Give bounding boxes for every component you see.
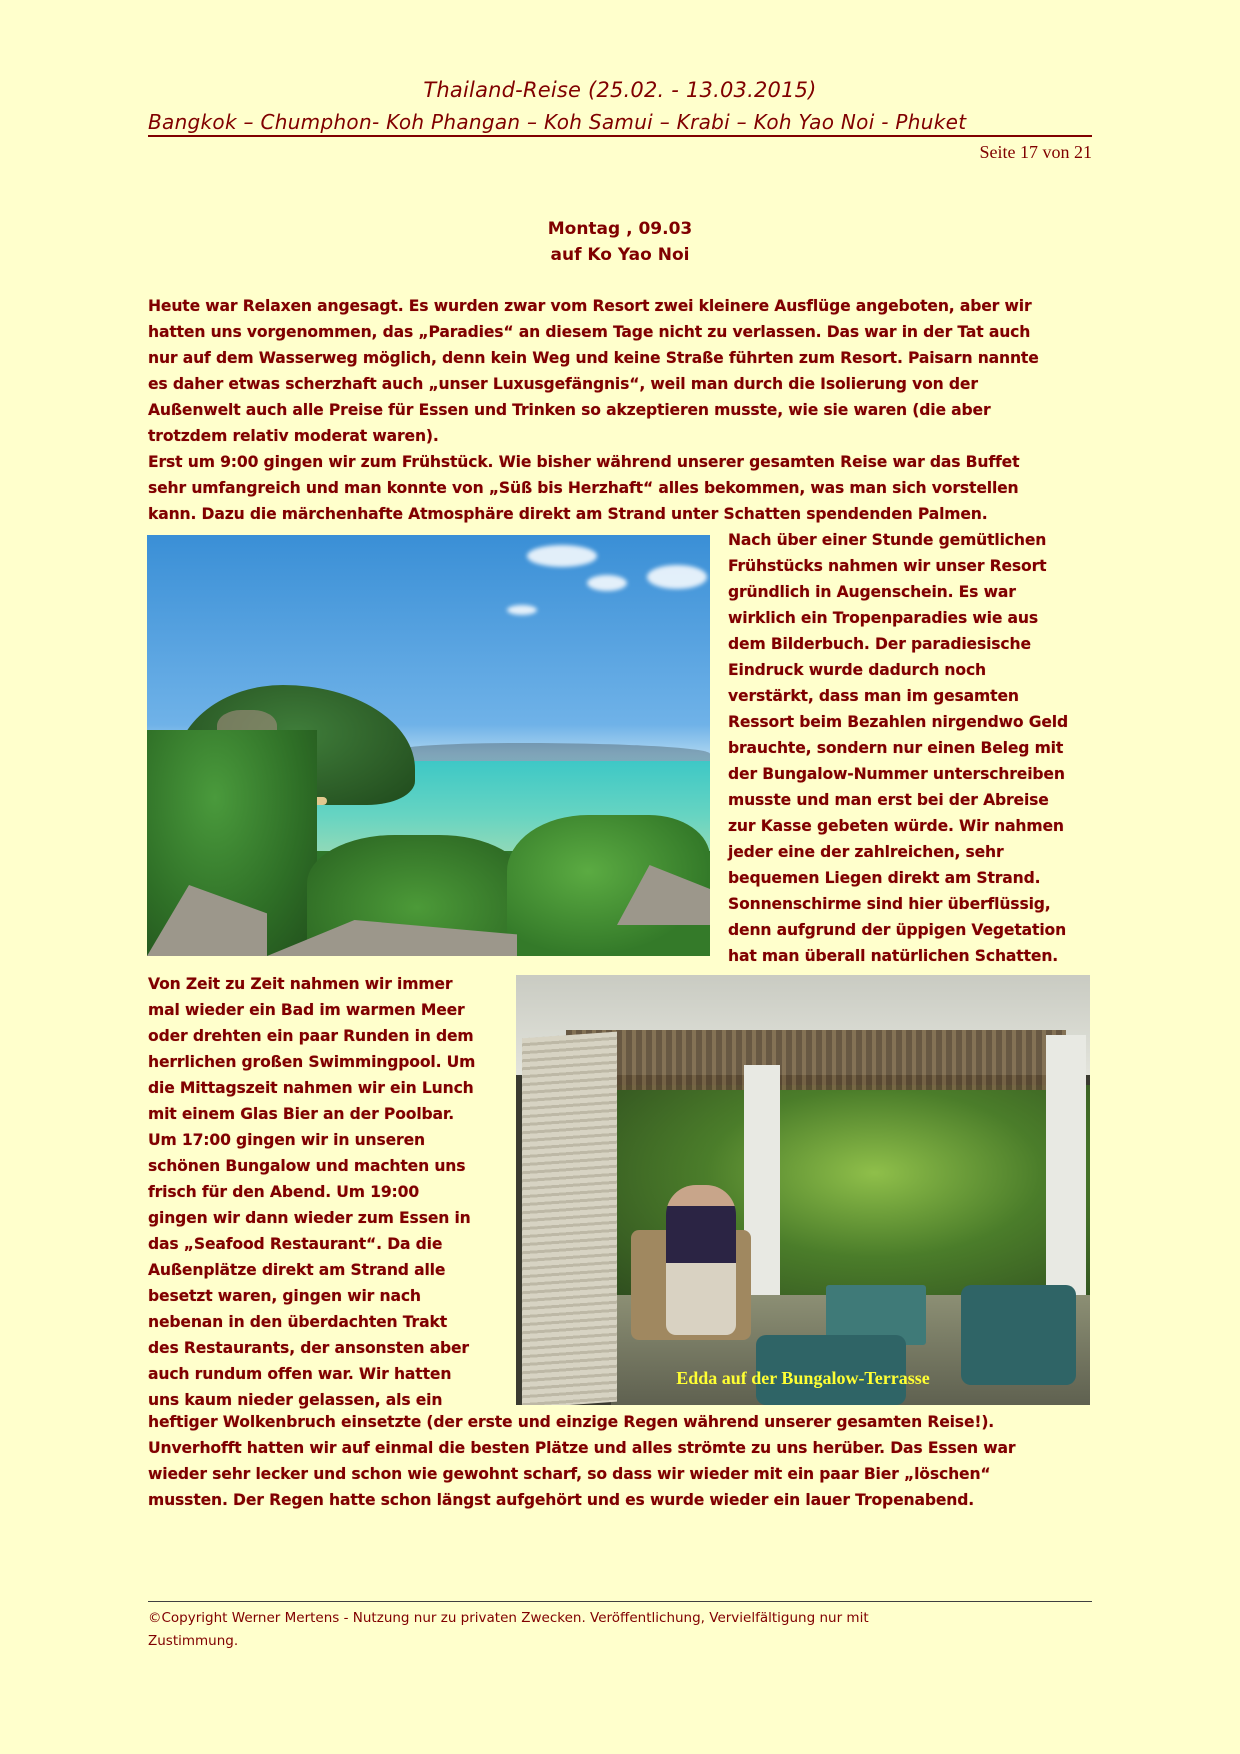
text-line: Außenwelt auch alle Preise für Essen und Trinken so akzeptieren musste, wie sie waren (die aber (148, 401, 991, 419)
text-line: mit einem Glas Bier an der Poolbar. (148, 1105, 454, 1123)
text-line: Erst um 9:00 gingen wir zum Frühstück. Wie bisher während unserer gesamten Reise war das Buffet (148, 453, 1020, 471)
day-location: auf Ko Yao Noi (550, 245, 690, 265)
paragraph-resort-tour (728, 527, 1098, 969)
text-line: hatten uns vorgenommen, das „Paradies“ an diesem Tage nicht zu verlassen. Das war in der Tat auch (148, 323, 1031, 341)
paragraph-breakfast (148, 449, 1098, 527)
text-line: schönen Bungalow und machten uns (148, 1157, 466, 1175)
text-line: trotzdem relativ moderat waren). (148, 427, 439, 445)
footer-divider (148, 1601, 1092, 1602)
text-line: der Bungalow-Nummer unterschreiben (728, 765, 1065, 783)
paragraph-afternoon (148, 971, 518, 1413)
text-line: musste und man erst bei der Abreise (728, 791, 1049, 809)
header-divider (148, 135, 1092, 137)
terrace-photo (516, 975, 1090, 1405)
day-date: Montag , 09.03 (547, 219, 693, 239)
text-line: uns kaum nieder gelassen, als ein (148, 1391, 443, 1409)
text-line: mussten. Der Regen hatte schon längst aufgehört und es wurde wieder ein lauer Tropenabend. (148, 1491, 974, 1509)
text-line: herrlichen großen Swimmingpool. Um (148, 1053, 476, 1071)
text-line: Außenplätze direkt am Strand alle (148, 1261, 446, 1279)
text-line: das „Seafood Restaurant“. Da die (148, 1235, 443, 1253)
text-line: besetzt waren, gingen wir nach (148, 1287, 421, 1305)
text-line: frisch für den Abend. Um 19:00 (148, 1183, 420, 1201)
text-line: gingen wir dann wieder zum Essen in (148, 1209, 471, 1227)
text-line: verstärkt, dass man im gesamten (728, 687, 1019, 705)
text-line: Von Zeit zu Zeit nahmen wir immer (148, 975, 453, 993)
text-line: Heute war Relaxen angesagt. Es wurden zwar vom Resort zwei kleinere Ausflüge angeboten, aber wir (148, 297, 1032, 315)
document-title: Thailand-Reise (25.02. - 13.03.2015) (423, 78, 817, 102)
text-line: gründlich in Augenschein. Es war (728, 583, 1016, 601)
text-line: mal wieder ein Bad im warmen Meer (148, 1001, 465, 1019)
text-line: brauchte, sondern nur einen Beleg mit (728, 739, 1064, 757)
photo-caption: Edda auf der Bungalow-Terrasse (676, 1368, 930, 1388)
page-indicator: Seite 17 von 21 (979, 142, 1092, 162)
text-line: heftiger Wolkenbruch einsetzte (der erste und einzige Regen während unserer gesamten Reise!). (148, 1413, 995, 1431)
text-line: Ressort beim Bezahlen nirgendwo Geld (728, 713, 1068, 731)
paragraph-evening (148, 1409, 1098, 1513)
text-line: Sonnenschirme sind hier überflüssig, (728, 895, 1051, 913)
text-line: hat man überall natürlichen Schatten. (728, 947, 1059, 965)
bay-photo (147, 535, 710, 956)
text-line: wirklich ein Tropenparadies wie aus (728, 609, 1038, 627)
copyright-line: Zustimmung. (148, 1633, 239, 1649)
text-line: Eindruck wurde dadurch noch (728, 661, 986, 679)
text-line: Nach über einer Stunde gemütlichen (728, 531, 1047, 549)
footer-copyright (148, 1607, 1048, 1653)
day-heading (148, 216, 1092, 268)
text-line: die Mittagszeit nahmen wir ein Lunch (148, 1079, 474, 1097)
text-line: Frühstücks nahmen wir unser Resort (728, 557, 1047, 575)
text-line: bequemen Liegen direkt am Strand. (728, 869, 1041, 887)
text-line: kann. Dazu die märchenhafte Atmosphäre direkt am Strand unter Schatten spendenden Palmen. (148, 505, 988, 523)
text-line: Unverhofft hatten wir auf einmal die besten Plätze und alles strömte zu uns herüber. Das Essen war (148, 1439, 1016, 1457)
text-line: dem Bilderbuch. Der paradiesische (728, 635, 1031, 653)
text-line: jeder eine der zahlreichen, sehr (728, 843, 1004, 861)
paragraph-relaxing (148, 293, 1098, 449)
copyright-line: ©Copyright Werner Mertens - Nutzung nur zu privaten Zwecken. Veröffentlichung, Vervielfältigung nur mit (148, 1610, 869, 1626)
text-line: Um 17:00 gingen wir in unseren (148, 1131, 425, 1149)
text-line: auch rundum offen war. Wir hatten (148, 1365, 452, 1383)
route-subtitle: Bangkok – Chumphon- Koh Phangan – Koh Samui – Krabi – Koh Yao Noi - Phuket (148, 110, 967, 134)
text-line: nur auf dem Wasserweg möglich, denn kein Weg und keine Straße führten zum Resort. Paisarn nannte (148, 349, 1039, 367)
text-line: wieder sehr lecker und schon wie gewohnt scharf, so dass wir wieder mit ein paar Bier „löschen“ (148, 1465, 991, 1483)
text-line: des Restaurants, der ansonsten aber (148, 1339, 469, 1357)
text-line: nebenan in den überdachten Trakt (148, 1313, 447, 1331)
text-line: denn aufgrund der üppigen Vegetation (728, 921, 1067, 939)
text-line: zur Kasse gebeten würde. Wir nahmen (728, 817, 1064, 835)
text-line: es daher etwas scherzhaft auch „unser Luxusgefängnis“, weil man durch die Isolierung von der (148, 375, 978, 393)
text-line: oder drehten ein paar Runden in dem (148, 1027, 474, 1045)
text-line: sehr umfangreich und man konnte von „Süß bis Herzhaft“ alles bekommen, was man sich vorstellen (148, 479, 1019, 497)
